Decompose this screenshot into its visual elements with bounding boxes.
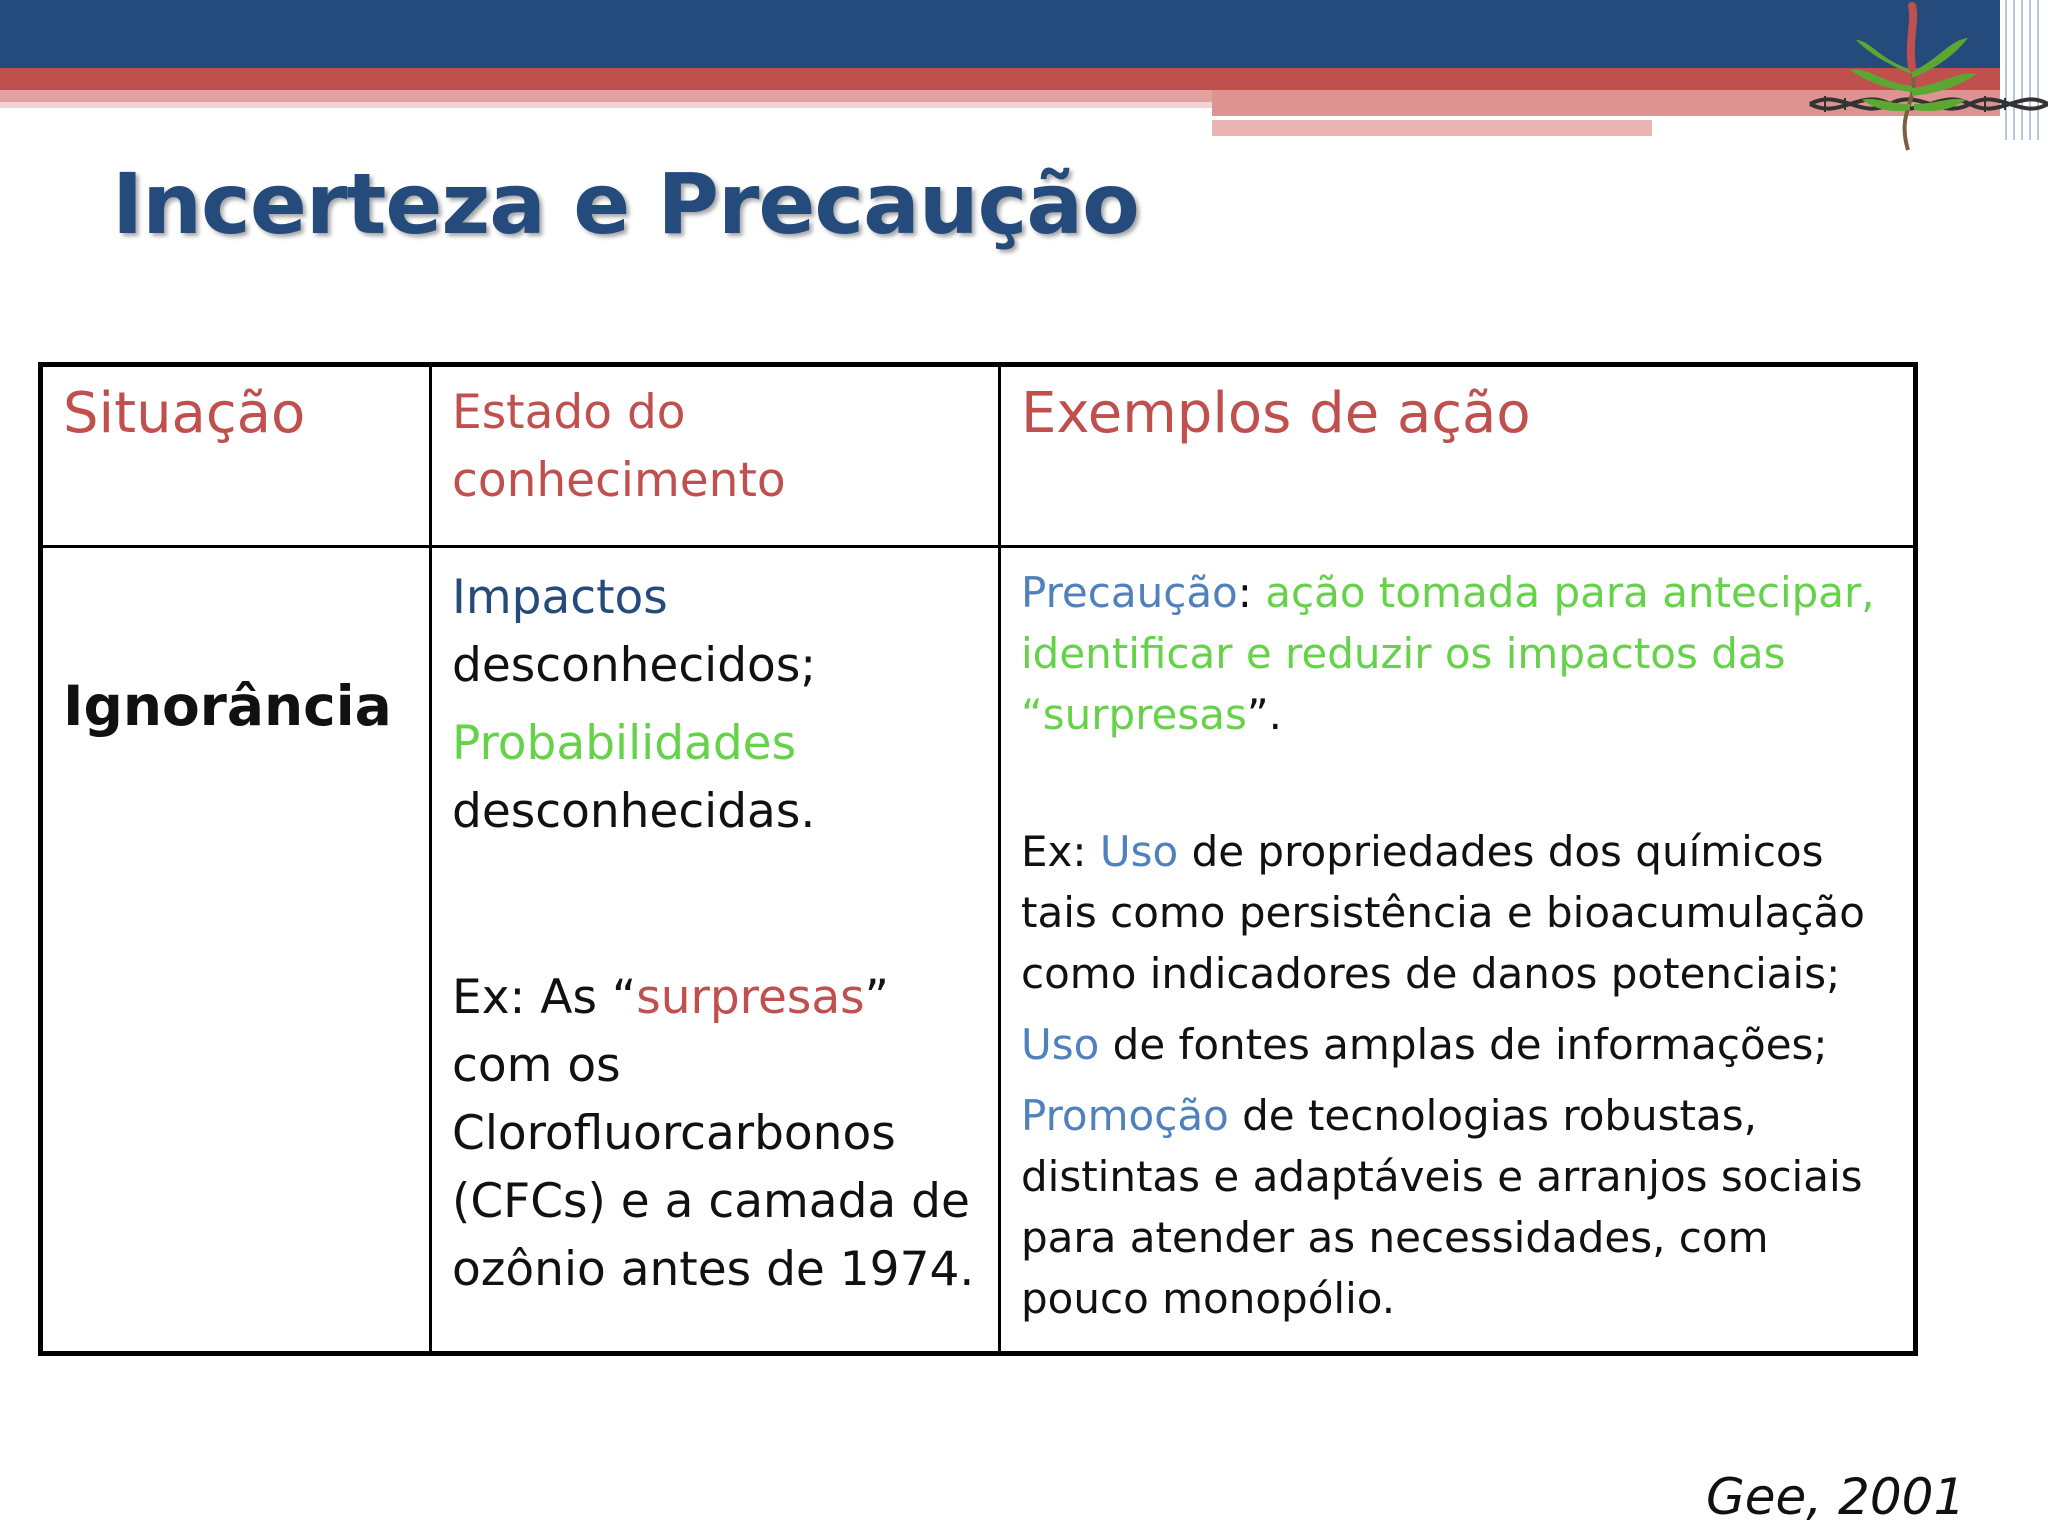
cell-exemplos bbox=[1000, 547, 1916, 1354]
cell-estado bbox=[431, 547, 1000, 1354]
estado-ex-prefix: Ex: As “ bbox=[452, 970, 637, 1025]
estado-ex-suffix: ” bbox=[864, 970, 889, 1025]
estado-example-line4: (CFCs) e a camada de bbox=[452, 1174, 970, 1229]
header-situacao: Situação bbox=[63, 381, 306, 446]
header-band-pink bbox=[0, 90, 1212, 102]
estado-example-line5: ozônio antes de 1974. bbox=[452, 1242, 975, 1297]
plant-dna-logo-icon bbox=[1800, 0, 2048, 170]
header-exemplos: Exemplos de ação bbox=[1021, 381, 1531, 446]
header-estado-line1: Estado do bbox=[452, 385, 686, 440]
exemplos-uso2 bbox=[1021, 1014, 1893, 1075]
precaucao-definition: ação tomada para antecipar, identificar e reduzir os impactos das “surpresas bbox=[1021, 568, 1875, 739]
uncertainty-table bbox=[38, 362, 1918, 1356]
source-citation: Gee, 2001 bbox=[1706, 1468, 1966, 1526]
precaucao-end: ”. bbox=[1246, 690, 1282, 739]
estado-example-line3: Clorofluorcarbonos bbox=[452, 1106, 896, 1161]
precaucao-label: Precaução bbox=[1021, 568, 1238, 617]
estado-desconhecidos: desconhecidos; bbox=[452, 638, 817, 693]
slide-title: Incerteza e Precaução bbox=[112, 155, 1139, 253]
ex-prefix: Ex: bbox=[1021, 827, 1100, 876]
table-header-row bbox=[41, 365, 1916, 547]
uso2-text: de fontes amplas de informações; bbox=[1099, 1020, 1828, 1069]
estado-impactos: Impactos bbox=[452, 570, 668, 625]
uso1-text: de propriedades dos químicos tais como persistência e bioacumulação como indicadores de danos potenciais; bbox=[1021, 827, 1865, 998]
header-cell-situacao bbox=[41, 365, 431, 547]
header-cell-estado bbox=[431, 365, 1000, 547]
situacao-value: Ignorância bbox=[63, 674, 392, 738]
table-row bbox=[41, 547, 1916, 1354]
cell-situacao bbox=[41, 547, 431, 1354]
header-estado bbox=[432, 367, 998, 529]
estado-content bbox=[432, 548, 998, 1318]
estado-example-line1 bbox=[452, 964, 978, 1032]
precaucao-colon: : bbox=[1237, 568, 1266, 617]
estado-desconhecidas: desconhecidas. bbox=[452, 784, 816, 839]
uso2-label: Uso bbox=[1021, 1020, 1100, 1069]
uso1-label: Uso bbox=[1099, 827, 1179, 876]
header-estado-line2: conhecimento bbox=[452, 453, 786, 509]
header-band-pale-right bbox=[1212, 120, 1652, 136]
exemplos-promocao bbox=[1021, 1085, 1893, 1329]
estado-example-line2: com os bbox=[452, 1038, 621, 1093]
exemplos-uso1 bbox=[1021, 821, 1893, 1004]
header-band-blue bbox=[0, 0, 2048, 68]
promocao-label: Promoção bbox=[1021, 1091, 1229, 1140]
header-band-pale bbox=[0, 102, 1212, 108]
promocao-text: de tecnologias robustas, distintas e adaptáveis e arranjos sociais para atender as necessidades, com pouco monopólio. bbox=[1021, 1091, 1863, 1323]
exemplos-content bbox=[1001, 548, 1913, 1343]
estado-surpresas: surpresas bbox=[636, 970, 865, 1025]
exemplos-precaucao bbox=[1021, 562, 1893, 745]
header-cell-exemplos bbox=[1000, 365, 1916, 547]
header-band-red bbox=[0, 68, 2048, 90]
estado-probabilidades: Probabilidades bbox=[452, 716, 797, 771]
